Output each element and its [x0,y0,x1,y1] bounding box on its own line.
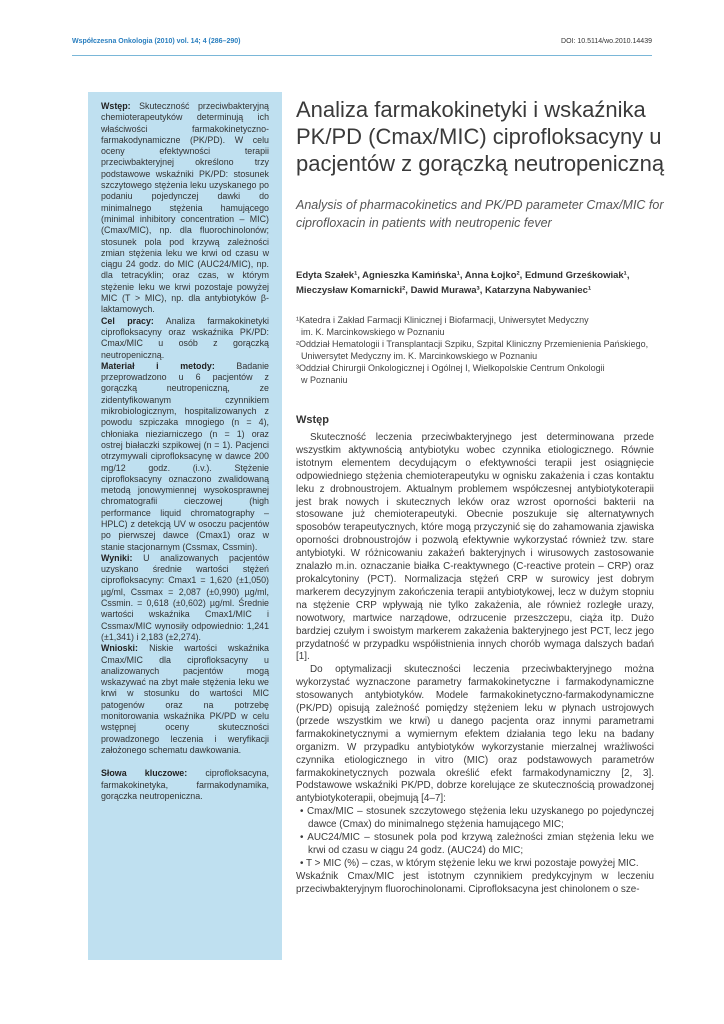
bullet-item: • T > MIC (%) – czas, w którym stężenie leku we krwi pozostaje powyżej MIC. [300,857,639,869]
section-heading: Wstęp [296,414,329,426]
article-body [296,432,654,897]
article-title: Analiza farmakokinetyki i wskaźnika PK/PD (Cmax/MIC) ciprofloksacyny u pacjentów z gorączką neutropeniczną [296,97,665,176]
abstract-panel [88,92,282,960]
affiliation-line: Uniwersytet Medyczny im. K. Marcinkowskiego w Poznaniu [301,351,538,361]
affiliation-line: ¹Katedra i Zakład Farmacji Klinicznej i Biofarmacji, Uniwersytet Medyczny [296,315,589,325]
affiliations [296,314,666,386]
journal-citation: Współczesna Onkologia (2010) vol. 14; 4 (286–290) [72,38,241,45]
header-divider [72,55,652,56]
affiliation-line: ³Oddział Chirurgii Onkologicznej i Ogólnej I, Wielkopolskie Centrum Onkologii [296,363,605,373]
doi-label: DOI: 10.5114/wo.2010.14439 [561,38,652,45]
abstract-conclusions: Wnioski: Niskie wartości wskaźnika Cmax/MIC dla ciprofloksacyny u analizowanych pacjentów mogą wskazywać na zbyt małe stężenia leku we krwi w stosunku do wartości MIC patogenów oraz na potrzebę monitorowania wskaźnika PK/PD w celu wstępnej oceny skuteczności prowadzonego leczenia i weryfikacji założonego schematu dawkowania. [101,643,269,755]
abstract-results: Wyniki: U analizowanych pacjentów uzyskano średnie wartości stężeń ciprofloksacyny: Cmax1 = 1,620 (±1,050) µg/ml, Cssmax = 2,087 (±0,990) µg/ml, Cssmin. = 0,618 (±0,602) µg/ml. Średnie wartości wskaźnika Cmax1/MIC i Cssmax/MIC wynosiły odpowiednio: 1,241 (±1,341) i 2,183 (±2,274). [101,552,269,642]
body-paragraph: Skuteczność leczenia przeciwbakteryjnego jest determinowana przede wszystkim aktywnością antybiotyku wobec czynnika etiologicznego. Równie istotnym elementem decydującym o efektywności terapii jest osiągnięcie odpowiedniego stężenia chemioterapeutyku w ognisku zakażenia i czas kontaktu leku z drobnoustrojem. Aktualnym problemem współczesnej antybiotykoterapii jest brak nowych i skutecznych leków oraz wzrost oporności bakterii na stosowane już chemioterapeutyki. Obecnie poszukuje się alternatywnych sposobów terapeutycznych, które mogą przyczynić się do zahamowania zjawiska oporności drobnoustrojów i pozwolą efektywnie wykorzystać również tzw. stare antybiotyki. W różnicowaniu zakażeń bakteryjnych i wirusowych zastosowanie znalazło m.in. oznaczanie białka C-reaktywnego (C-reactive protein – CRP) oraz prokalcytoniny (PCT). Normalizacja stężeń CRP w surowicy jest dobrym markerem decyzyjnym zakończenia terapii antybiotykowej, lecz w dużym stopniu na stężenie CRP wpływają nie tylko zakażenia, ale również rozległe urazy, nowotwory, martwice narządowe, odrzucenie przeszczepu, ciąża itp. Dużo bardziej czułym i swoistym markerem zakażenia bakteryjnego jest PCT, lecz jego przydatność w przypadku współistnienia innych chorób wymaga dalszych badań [1]. [296,432,654,663]
body-paragraph: Do optymalizacji skuteczności leczenia przeciwbakteryjnego można wykorzystać wyznaczone parametry farmakokinetyczne i farmakodynamiczne stosowanych antybiotyków. Modele farmakokinetyczno-farmakodynamiczne (PK/PD) opisują zależność pomiędzy stężeniem leku w płynach ustrojowych (przede wszystkim we krwi) u danego pacjenta oraz innymi parametrami farmakokinetycznymi a wymiernym efektem działania tego leku na badany organizm. W przypadku antybiotyków wykorzystanie mierzalnej wrażliwości czynnika etiologicznego in vitro (MIC) oraz podstawowych parametrów farmakokinetycznych pozwala określić efekt farmakodynamiczny [2, 3]. Podstawowe wskaźniki PK/PD, dobrze korelujące ze skutecznością prowadzonej antybiotykoterapii, obejmują [4–7]: [296,664,654,805]
abstract-methods: Materiał i metody: Badanie przeprowadzono u 6 pacjentów z gorączką neutropeniczną, ze zidentyfikowanym czynnikiem mikrobiologicznym, hospitalizowanych z powodu szpiczaka mnogiego (n = 4), chłoniaka nieziarniczego (n = 1) oraz ostrej białaczki szpikowej (n = 1). Pacjenci otrzymywali ciprofloksacynę w dawce 200 mg/12 godz. (i.v.). Stężenie ciprofloksacyny oznaczono zwalidowaną metodą jonowymiennej wysokosprawnej chromatografii cieczowej (high performance liquid chromatography – HPLC) z detekcją UV w osoczu pacjentów po pierwszej dawce (Cmax1) oraz w stanie stacjonarnym (Cssmax, Cssmin). [101,360,269,552]
affiliation-line: w Poznaniu [301,375,348,385]
running-header [72,38,652,54]
body-paragraph: Wskaźnik Cmax/MIC jest istotnym czynnikiem predykcyjnym w leczeniu przeciwbakteryjnym fluorochinolonami. Ciprofloksacyna jest chinolonem o sze- [296,870,654,895]
author-list: Edyta Szałek¹, Agnieszka Kamińska¹, Anna Łojko², Edmund Grześkowiak¹, Mieczysław Komarnicki², Dawid Murawa³, Katarzyna Nabywaniec¹ [296,270,630,296]
affiliation-line: ²Oddział Hematologii i Transplantacji Szpiku, Szpital Kliniczny Przemienienia Pańskiego, [296,339,649,349]
abstract-keywords: Słowa kluczowe: ciprofloksacyna, farmakokinetyka, farmakodynamika, gorączka neutropeniczna. [101,768,269,801]
bullet-item: • AUC24/MIC – stosunek pola pod krzywą zależności zmian stężenia leku we krwi od czasu w ciągu 24 godz. (AUC24) do MIC; [300,832,654,856]
article-subtitle: Analysis of pharmacokinetics and PK/PD parameter Cmax/MIC for ciprofloxacin in patients with neutropenic fever [296,198,664,230]
abstract-aim: Cel pracy: Analiza farmakokinetyki ciprofloksacyny oraz wskaźnika PK/PD: Cmax/MIC u osób z gorączką neutropeniczną. [101,315,269,360]
affiliation-line: im. K. Marcinkowskiego w Poznaniu [301,327,445,337]
bullet-item: • Cmax/MIC – stosunek szczytowego stężenia leku uzyskanego po pojedynczej dawce (Cmax) do minimalnego stężenia hamującego MIC; [300,806,654,831]
abstract-intro: Wstęp: Skuteczność przeciwbakteryjną chemioterapeutyków determinują ich właściwości farmakokinetyczno-farmakodynamiczne (PK/PD). W celu oceny efektywności terapii przeciwbakteryjnej określono trzy podstawowe wskaźniki PK/PD: stosunek szczytowego stężenia leku uzyskanego po podaniu pojedynczej dawki do minimalnego stężenia hamującego (minimal inhibitory concentration – MIC) (Cmax/MIC), np. dla fluorochinolonów; stosunek pola pod krzywą zależności zmian stężenia leku we krwi od czasu w ciągu 24 godz. do MIC (AUC24/MIC), np. dla tetracyklin; oraz czas, w którym stężenie leku we krwi pozostaje powyżej MIC (T > MIC), np. dla antybiotyków β-laktamowych. [101,101,269,315]
